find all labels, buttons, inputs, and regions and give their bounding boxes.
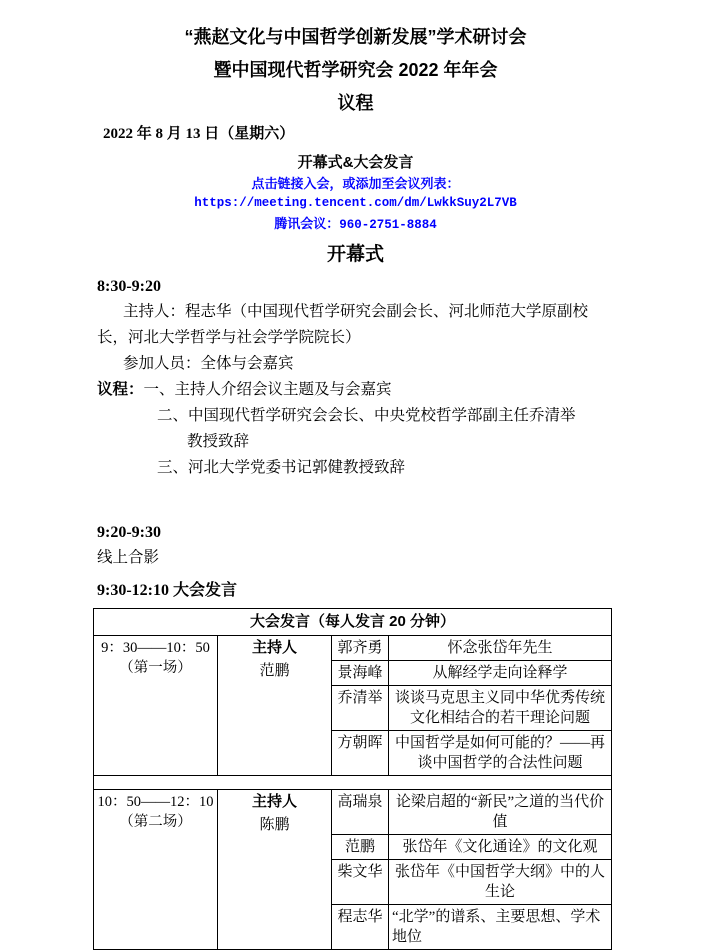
host-label: 主持人 [251,639,297,656]
speaker-name-cell: 程志华 [332,905,389,950]
talk-topic-cell: 怀念张岱年先生 [389,636,612,661]
tencent-meeting-id-line [97,215,614,234]
speaker-name-cell: 方朝晖 [332,731,389,776]
meeting-join-prefix: 点击链接入会，或添加至会议列表： [251,176,460,191]
document-title-line1: “燕赵文化与中国哲学创新发展”学术研讨会 [184,27,527,47]
agenda-line-1 [97,377,614,403]
agenda-item-2: 二、中国现代哲学研究会会长、中央党校哲学部副主任乔清举 [157,407,576,424]
session-time-range: 10：50——12：10 [97,794,214,810]
meeting-url-link[interactable]: https://meeting.tencent.com/dm/LwkkSuy2L7VB [194,196,517,210]
agenda-item-3: 三、河北大学党委书记郭健教授致辞 [157,459,406,476]
session-host-cell [218,636,332,776]
talk-topic-cell: 张岱年《文化通诠》的文化观 [389,835,612,860]
session-time-range: 9：30——10：50 [101,640,210,656]
section-gap [97,481,614,513]
host-name: 范鹏 [259,663,290,679]
opening-participants-line: 参加人员：全体与会嘉宾 [123,355,294,372]
speech-row [94,790,612,835]
session-time-cell [94,790,218,950]
tencent-meeting-id: 960-2751-8884 [339,218,437,232]
talk-topic-cell: 谈谈马克思主义同中华优秀传统文化相结合的若干理论问题 [389,686,612,731]
session-host-cell [218,790,332,950]
speeches-table [93,608,612,950]
talk-topic-cell: 论梁启超的“新民”之道的当代价值 [389,790,612,835]
photo-time-range: 9:20-9:30 [97,524,161,541]
opening-and-speeches-heading: 开幕式&大会发言 [297,154,414,171]
session-separator-row [94,776,612,790]
agenda-label: 议程： [97,381,144,398]
speech-row [94,636,612,661]
session-number: （第二场） [119,814,192,830]
agenda-item-1: 一、主持人介绍会议主题及与会嘉宾 [143,381,392,398]
document-title-line3: 议程 [337,93,374,113]
talk-topic-cell: 张岱年《中国哲学大纲》中的人生论 [389,860,612,905]
session-separator-cell [94,776,612,790]
opening-ceremony-heading: 开幕式 [326,244,384,265]
talk-topic-cell: “北学”的谱系、主要思想、学术地位 [389,905,612,950]
session-number: （第一场） [119,660,192,676]
speaker-name-cell: 范鹏 [332,835,389,860]
event-date: 2022 年 8 月 13 日（星期六） [103,126,295,142]
speeches-time-heading: 9:30-12:10 大会发言 [97,582,237,599]
speaker-name-cell: 柴文华 [332,860,389,905]
speeches-table-title: 大会发言（每人发言 20 分钟） [94,609,612,636]
host-name: 陈鹏 [259,817,290,833]
meeting-join-line [97,175,614,212]
tencent-meeting-label: 腾讯会议： [274,216,340,231]
opening-time-range: 8:30-9:20 [97,278,161,295]
photo-label: 线上合影 [97,549,160,566]
talk-topic-cell: 从解经学走向诠释学 [389,661,612,686]
opening-host-line: 主持人：程志华（中国现代哲学研究会副会长、河北师范大学原副校长，河北大学哲学与社会学学院院长） [97,303,589,346]
document-title-line2: 暨中国现代哲学研究会 2022 年年会 [213,60,498,80]
host-label: 主持人 [251,793,297,810]
agenda-item-2-continuation: 教授致辞 [187,433,250,450]
speaker-name-cell: 景海峰 [332,661,389,686]
speaker-name-cell: 乔清举 [332,686,389,731]
talk-topic-cell: 中国哲学是如何可能的？——再谈中国哲学的合法性问题 [389,731,612,776]
speaker-name-cell: 郭齐勇 [332,636,389,661]
speaker-name-cell: 高瑞泉 [332,790,389,835]
session-time-cell [94,636,218,776]
